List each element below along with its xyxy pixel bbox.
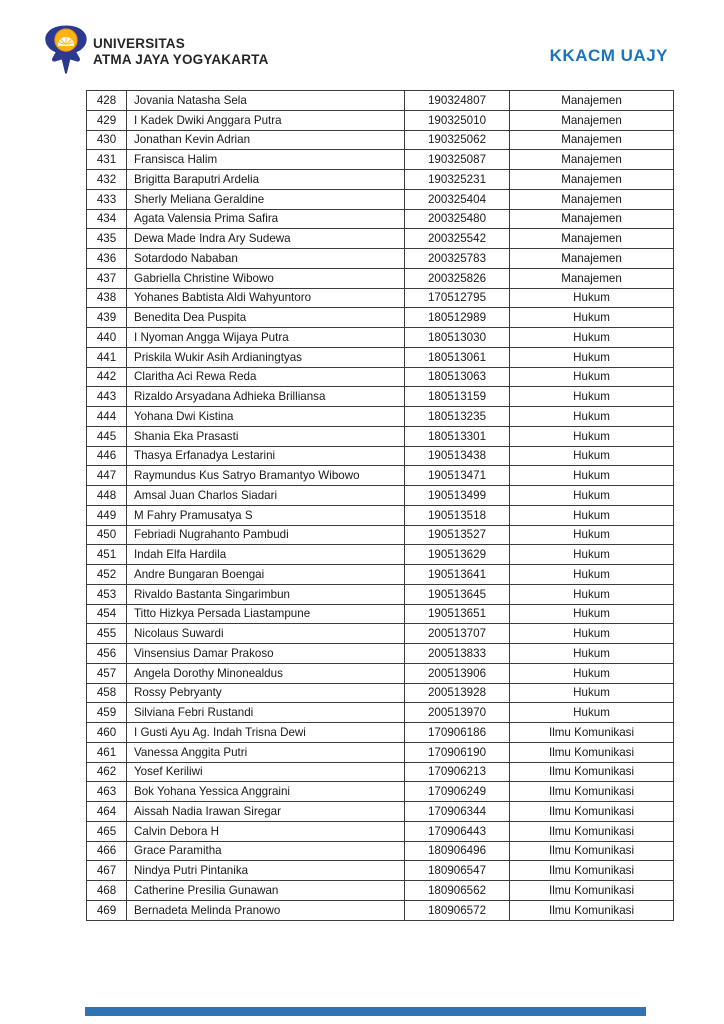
student-name-cell: Raymundus Kus Satryo Bramantyo Wibowo <box>127 466 405 486</box>
table-row <box>87 624 674 644</box>
table-row <box>87 347 674 367</box>
study-program-cell: Manajemen <box>510 130 674 150</box>
table-row <box>87 841 674 861</box>
student-name-cell: Vinsensius Damar Prakoso <box>127 644 405 664</box>
study-program-cell: Ilmu Komunikasi <box>510 723 674 743</box>
row-number-cell: 466 <box>87 841 127 861</box>
study-program-cell: Hukum <box>510 308 674 328</box>
study-program-cell: Hukum <box>510 288 674 308</box>
row-number-cell: 465 <box>87 821 127 841</box>
table-row <box>87 703 674 723</box>
student-name-cell: Rossy Pebryanty <box>127 683 405 703</box>
study-program-cell: Ilmu Komunikasi <box>510 742 674 762</box>
row-number-cell: 454 <box>87 604 127 624</box>
row-number-cell: 439 <box>87 308 127 328</box>
student-name-cell: Sherly Meliana Geraldine <box>127 189 405 209</box>
study-program-cell: Manajemen <box>510 268 674 288</box>
row-number-cell: 469 <box>87 900 127 920</box>
row-number-cell: 458 <box>87 683 127 703</box>
student-nim-cell: 180906562 <box>405 881 510 901</box>
table-row <box>87 900 674 920</box>
student-nim-cell: 190325231 <box>405 170 510 190</box>
student-nim-cell: 200325542 <box>405 229 510 249</box>
student-nim-cell: 180906547 <box>405 861 510 881</box>
study-program-cell: Hukum <box>510 525 674 545</box>
table-row <box>87 782 674 802</box>
table-row <box>87 446 674 466</box>
table-row <box>87 189 674 209</box>
student-nim-cell: 170512795 <box>405 288 510 308</box>
row-number-cell: 455 <box>87 624 127 644</box>
student-name-cell: Bernadeta Melinda Pranowo <box>127 900 405 920</box>
university-name-line1: UNIVERSITAS <box>93 36 185 51</box>
study-program-cell: Manajemen <box>510 91 674 111</box>
row-number-cell: 437 <box>87 268 127 288</box>
student-name-cell: Bok Yohana Yessica Anggraini <box>127 782 405 802</box>
student-name-cell: Agata Valensia Prima Safira <box>127 209 405 229</box>
row-number-cell: 450 <box>87 525 127 545</box>
study-program-cell: Hukum <box>510 584 674 604</box>
row-number-cell: 429 <box>87 110 127 130</box>
student-name-cell: Amsal Juan Charlos Siadari <box>127 486 405 506</box>
study-program-cell: Hukum <box>510 466 674 486</box>
table-row <box>87 308 674 328</box>
table-row <box>87 505 674 525</box>
student-name-cell: Vanessa Anggita Putri <box>127 742 405 762</box>
student-nim-cell: 180513235 <box>405 407 510 427</box>
student-nim-cell: 190513629 <box>405 545 510 565</box>
student-nim-cell: 180513301 <box>405 426 510 446</box>
row-number-cell: 451 <box>87 545 127 565</box>
student-name-cell: Rizaldo Arsyadana Adhieka Brilliansa <box>127 387 405 407</box>
student-name-cell: Silviana Febri Rustandi <box>127 703 405 723</box>
student-name-cell: Indah Elfa Hardila <box>127 545 405 565</box>
study-program-cell: Hukum <box>510 367 674 387</box>
study-program-cell: Hukum <box>510 604 674 624</box>
uajy-logo-icon <box>43 21 89 79</box>
student-name-cell: Claritha Aci Rewa Reda <box>127 367 405 387</box>
student-name-cell: Yohanes Babtista Aldi Wahyuntoro <box>127 288 405 308</box>
study-program-cell: Hukum <box>510 545 674 565</box>
student-nim-cell: 190513518 <box>405 505 510 525</box>
row-number-cell: 462 <box>87 762 127 782</box>
student-nim-cell: 190513645 <box>405 584 510 604</box>
student-nim-cell: 180513030 <box>405 328 510 348</box>
table-row <box>87 288 674 308</box>
study-program-cell: Hukum <box>510 663 674 683</box>
row-number-cell: 463 <box>87 782 127 802</box>
study-program-cell: Hukum <box>510 407 674 427</box>
study-program-cell: Manajemen <box>510 170 674 190</box>
student-nim-cell: 190325062 <box>405 130 510 150</box>
table-row <box>87 545 674 565</box>
row-number-cell: 431 <box>87 150 127 170</box>
student-name-cell: Nindya Putri Pintanika <box>127 861 405 881</box>
student-name-cell: Yohana Dwi Kistina <box>127 407 405 427</box>
university-name <box>93 36 269 68</box>
study-program-cell: Manajemen <box>510 150 674 170</box>
row-number-cell: 460 <box>87 723 127 743</box>
student-nim-cell: 170906443 <box>405 821 510 841</box>
student-name-cell: Febriadi Nugrahanto Pambudi <box>127 525 405 545</box>
study-program-cell: Hukum <box>510 703 674 723</box>
row-number-cell: 444 <box>87 407 127 427</box>
student-nim-cell: 200325826 <box>405 268 510 288</box>
student-nim-cell: 190513527 <box>405 525 510 545</box>
row-number-cell: 457 <box>87 663 127 683</box>
row-number-cell: 438 <box>87 288 127 308</box>
university-name-line2: ATMA JAYA YOGYAKARTA <box>93 52 269 68</box>
study-program-cell: Hukum <box>510 347 674 367</box>
student-name-cell: Shania Eka Prasasti <box>127 426 405 446</box>
study-program-cell: Ilmu Komunikasi <box>510 802 674 822</box>
table-row <box>87 881 674 901</box>
student-nim-cell: 200513970 <box>405 703 510 723</box>
student-nim-cell: 190325010 <box>405 110 510 130</box>
student-nim-cell: 180513063 <box>405 367 510 387</box>
row-number-cell: 467 <box>87 861 127 881</box>
footer-accent-bar <box>85 1007 646 1016</box>
study-program-cell: Ilmu Komunikasi <box>510 762 674 782</box>
study-program-cell: Hukum <box>510 486 674 506</box>
student-name-cell: Catherine Presilia Gunawan <box>127 881 405 901</box>
table-row <box>87 525 674 545</box>
table-row <box>87 209 674 229</box>
study-program-cell: Ilmu Komunikasi <box>510 861 674 881</box>
row-number-cell: 442 <box>87 367 127 387</box>
table-row <box>87 407 674 427</box>
student-name-cell: Jovania Natasha Sela <box>127 91 405 111</box>
row-number-cell: 446 <box>87 446 127 466</box>
table-row <box>87 683 674 703</box>
student-name-cell: I Kadek Dwiki Anggara Putra <box>127 110 405 130</box>
table-row <box>87 328 674 348</box>
study-program-cell: Manajemen <box>510 229 674 249</box>
student-name-cell: Fransisca Halim <box>127 150 405 170</box>
student-nim-cell: 190513641 <box>405 565 510 585</box>
student-name-cell: Dewa Made Indra Ary Sudewa <box>127 229 405 249</box>
table-row <box>87 249 674 269</box>
student-nim-cell: 170906213 <box>405 762 510 782</box>
table-row <box>87 723 674 743</box>
student-table <box>86 90 674 921</box>
table-row <box>87 584 674 604</box>
kkacm-uajy-wordmark: KKACM UAJY <box>549 46 668 65</box>
row-number-cell: 432 <box>87 170 127 190</box>
student-nim-cell: 200513707 <box>405 624 510 644</box>
student-name-cell: Sotardodo Nababan <box>127 249 405 269</box>
row-number-cell: 461 <box>87 742 127 762</box>
study-program-cell: Manajemen <box>510 249 674 269</box>
table-row <box>87 565 674 585</box>
table-row <box>87 466 674 486</box>
study-program-cell: Manajemen <box>510 209 674 229</box>
row-number-cell: 435 <box>87 229 127 249</box>
table-row <box>87 821 674 841</box>
study-program-cell: Ilmu Komunikasi <box>510 881 674 901</box>
row-number-cell: 464 <box>87 802 127 822</box>
row-number-cell: 456 <box>87 644 127 664</box>
row-number-cell: 448 <box>87 486 127 506</box>
table-row <box>87 170 674 190</box>
row-number-cell: 428 <box>87 91 127 111</box>
student-nim-cell: 180513061 <box>405 347 510 367</box>
student-nim-cell: 190513499 <box>405 486 510 506</box>
table-row <box>87 742 674 762</box>
student-nim-cell: 190324807 <box>405 91 510 111</box>
student-name-cell: M Fahry Pramusatya S <box>127 505 405 525</box>
study-program-cell: Manajemen <box>510 189 674 209</box>
student-name-cell: Brigitta Baraputri Ardelia <box>127 170 405 190</box>
study-program-cell: Hukum <box>510 328 674 348</box>
table-row <box>87 130 674 150</box>
table-row <box>87 426 674 446</box>
study-program-cell: Ilmu Komunikasi <box>510 821 674 841</box>
student-nim-cell: 200325404 <box>405 189 510 209</box>
study-program-cell: Manajemen <box>510 110 674 130</box>
study-program-cell: Hukum <box>510 644 674 664</box>
student-name-cell: Grace Paramitha <box>127 841 405 861</box>
student-name-cell: Jonathan Kevin Adrian <box>127 130 405 150</box>
student-name-cell: Rivaldo Bastanta Singarimbun <box>127 584 405 604</box>
table-row <box>87 861 674 881</box>
student-nim-cell: 170906249 <box>405 782 510 802</box>
table-row <box>87 91 674 111</box>
student-table-body <box>87 91 674 921</box>
student-nim-cell: 200513833 <box>405 644 510 664</box>
student-nim-cell: 190325087 <box>405 150 510 170</box>
table-row <box>87 110 674 130</box>
row-number-cell: 447 <box>87 466 127 486</box>
table-row <box>87 604 674 624</box>
student-name-cell: Andre Bungaran Boengai <box>127 565 405 585</box>
table-row <box>87 663 674 683</box>
study-program-cell: Hukum <box>510 505 674 525</box>
row-number-cell: 453 <box>87 584 127 604</box>
student-nim-cell: 170906186 <box>405 723 510 743</box>
study-program-cell: Ilmu Komunikasi <box>510 841 674 861</box>
row-number-cell: 433 <box>87 189 127 209</box>
study-program-cell: Hukum <box>510 624 674 644</box>
uajy-logo <box>43 21 89 79</box>
student-name-cell: Angela Dorothy Minonealdus <box>127 663 405 683</box>
student-nim-cell: 190513438 <box>405 446 510 466</box>
table-row <box>87 229 674 249</box>
table-row <box>87 762 674 782</box>
student-nim-cell: 170906190 <box>405 742 510 762</box>
table-row <box>87 367 674 387</box>
student-nim-cell: 200325480 <box>405 209 510 229</box>
study-program-cell: Ilmu Komunikasi <box>510 782 674 802</box>
row-number-cell: 441 <box>87 347 127 367</box>
study-program-cell: Hukum <box>510 426 674 446</box>
student-name-cell: I Gusti Ayu Ag. Indah Trisna Dewi <box>127 723 405 743</box>
student-nim-cell: 170906344 <box>405 802 510 822</box>
student-nim-cell: 200325783 <box>405 249 510 269</box>
row-number-cell: 445 <box>87 426 127 446</box>
student-name-cell: Priskila Wukir Asih Ardianingtyas <box>127 347 405 367</box>
student-name-cell: Aissah Nadia Irawan Siregar <box>127 802 405 822</box>
student-name-cell: Gabriella Christine Wibowo <box>127 268 405 288</box>
table-row <box>87 486 674 506</box>
study-program-cell: Ilmu Komunikasi <box>510 900 674 920</box>
row-number-cell: 440 <box>87 328 127 348</box>
student-name-cell: Nicolaus Suwardi <box>127 624 405 644</box>
row-number-cell: 449 <box>87 505 127 525</box>
row-number-cell: 443 <box>87 387 127 407</box>
table-row <box>87 644 674 664</box>
table-row <box>87 268 674 288</box>
study-program-cell: Hukum <box>510 683 674 703</box>
student-name-cell: Yosef Keriliwi <box>127 762 405 782</box>
study-program-cell: Hukum <box>510 387 674 407</box>
student-nim-cell: 200513928 <box>405 683 510 703</box>
row-number-cell: 452 <box>87 565 127 585</box>
table-row <box>87 387 674 407</box>
student-nim-cell: 180513159 <box>405 387 510 407</box>
row-number-cell: 459 <box>87 703 127 723</box>
study-program-cell: Hukum <box>510 565 674 585</box>
table-row <box>87 150 674 170</box>
student-nim-cell: 190513651 <box>405 604 510 624</box>
student-name-cell: Titto Hizkya Persada Liastampune <box>127 604 405 624</box>
student-name-cell: I Nyoman Angga Wijaya Putra <box>127 328 405 348</box>
student-nim-cell: 190513471 <box>405 466 510 486</box>
student-name-cell: Thasya Erfanadya Lestarini <box>127 446 405 466</box>
student-nim-cell: 180906572 <box>405 900 510 920</box>
study-program-cell: Hukum <box>510 446 674 466</box>
table-row <box>87 802 674 822</box>
row-number-cell: 434 <box>87 209 127 229</box>
student-name-cell: Benedita Dea Puspita <box>127 308 405 328</box>
row-number-cell: 436 <box>87 249 127 269</box>
student-nim-cell: 180512989 <box>405 308 510 328</box>
student-name-cell: Calvin Debora H <box>127 821 405 841</box>
row-number-cell: 430 <box>87 130 127 150</box>
row-number-cell: 468 <box>87 881 127 901</box>
student-nim-cell: 200513906 <box>405 663 510 683</box>
student-nim-cell: 180906496 <box>405 841 510 861</box>
